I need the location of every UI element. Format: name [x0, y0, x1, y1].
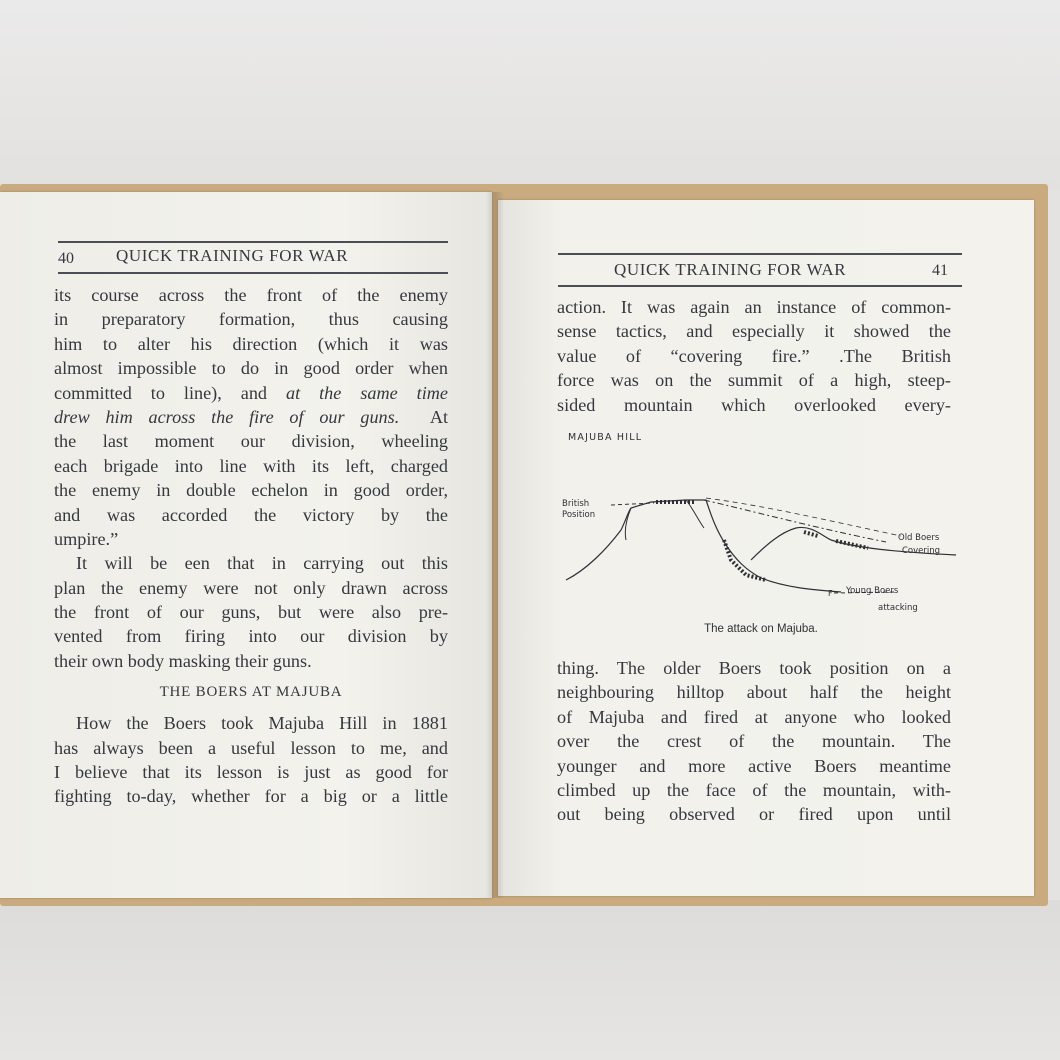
text-line: almost impossible to do in good order when [54, 358, 448, 379]
text-line: How the Boers took Majuba Hill in 1881 [76, 713, 448, 734]
text-line: umpire.” [54, 528, 119, 549]
text-line: sense tactics, and especially it showed the [557, 321, 951, 342]
text-line: sided mountain which overlooked every- [557, 394, 951, 415]
young-boers-marks [724, 540, 766, 580]
covering-fire-line [704, 500, 886, 542]
old-boers-marks [804, 532, 818, 536]
text-line: the last moment our division, wheeling [54, 431, 448, 452]
right-body-text-top [557, 295, 951, 417]
text-line: neighbouring hilltop about half the height [557, 682, 951, 703]
italic-phrase: drew him across the fire of our guns. [54, 406, 400, 427]
mountain-ridge [686, 500, 704, 528]
text-line: I believe that its lesson is just as good for [54, 762, 448, 783]
right-running-head: QUICK TRAINING FOR WAR [614, 260, 847, 279]
text-line-mixed [54, 405, 448, 429]
italic-phrase: at the same time [286, 382, 448, 403]
text-line: and was accorded the victory by the [54, 504, 448, 525]
text-line: the front of our guns, but were also pre- [54, 602, 448, 623]
text-line: It will be een that in carrying out this [76, 553, 448, 574]
table-cloth-bottom [0, 900, 1060, 1060]
right-header-rule-bottom [558, 285, 962, 287]
label-position: Position [562, 510, 596, 520]
figure-caption: The attack on Majuba. [704, 623, 818, 635]
covering-fire-line [706, 498, 901, 536]
mountain-outline [566, 500, 841, 592]
text-span: committed to line), and [54, 382, 268, 403]
label-covering: Covering [902, 546, 941, 556]
table-cloth-top [0, 0, 1060, 190]
left-page-number: 40 [58, 250, 74, 267]
label-old-boers: Old Boers [898, 533, 940, 543]
left-header-rule-bottom [58, 272, 448, 274]
text-line: force was on the summit of a high, steep- [557, 370, 951, 391]
text-line: thing. The older Boers took position on a [557, 658, 951, 678]
label-british: British [562, 499, 590, 509]
text-line: over the crest of the mountain. The [557, 731, 951, 752]
left-running-head: QUICK TRAINING FOR WAR [116, 246, 349, 265]
text-span: At [429, 406, 448, 427]
text-line: its course across the front of the enemy [54, 285, 448, 305]
right-header-rule-top [558, 253, 962, 255]
label-attacking: attacking [878, 603, 918, 613]
right-page-number: 41 [932, 262, 948, 279]
text-line: each brigade into line with its left, charged [54, 455, 448, 476]
text-line: value of “covering fire.” .The British [557, 345, 951, 366]
majuba-hill-sketch [556, 420, 966, 650]
text-line: the enemy in double echelon in good order, [54, 480, 448, 501]
right-body-text-bottom [557, 656, 951, 827]
text-line: of Majuba and fired at anyone who looked [557, 706, 951, 727]
text-line: him to alter his direction (which it was [54, 333, 448, 354]
label-f: F [828, 589, 833, 598]
left-body-text [54, 283, 448, 809]
left-header-rule-top [58, 241, 448, 243]
book-gutter [486, 192, 504, 898]
text-line: fighting to-day, whether for a big or a little [54, 786, 448, 807]
text-line: younger and more active Boers meantime [557, 755, 951, 776]
section-heading: THE BOERS AT MAJUBA [159, 684, 343, 701]
text-line: in preparatory formation, thus causing [54, 309, 448, 330]
text-line: their own body masking their guns. [54, 650, 312, 671]
label-young-boers: Young Boers [846, 586, 899, 596]
text-line: has always been a useful lesson to me, and [54, 737, 448, 758]
figure-title: MAJUBA HILL [568, 432, 643, 443]
text-line-mixed [54, 381, 448, 405]
text-line: plan the enemy were not only drawn across [54, 577, 448, 598]
text-line: action. It was again an instance of common- [557, 297, 951, 317]
text-line: climbed up the face of the mountain, with- [557, 779, 951, 800]
british-line [611, 503, 654, 505]
text-line: vented from firing into our division by [54, 626, 448, 647]
text-line: out being observed or fired upon until [557, 804, 951, 825]
